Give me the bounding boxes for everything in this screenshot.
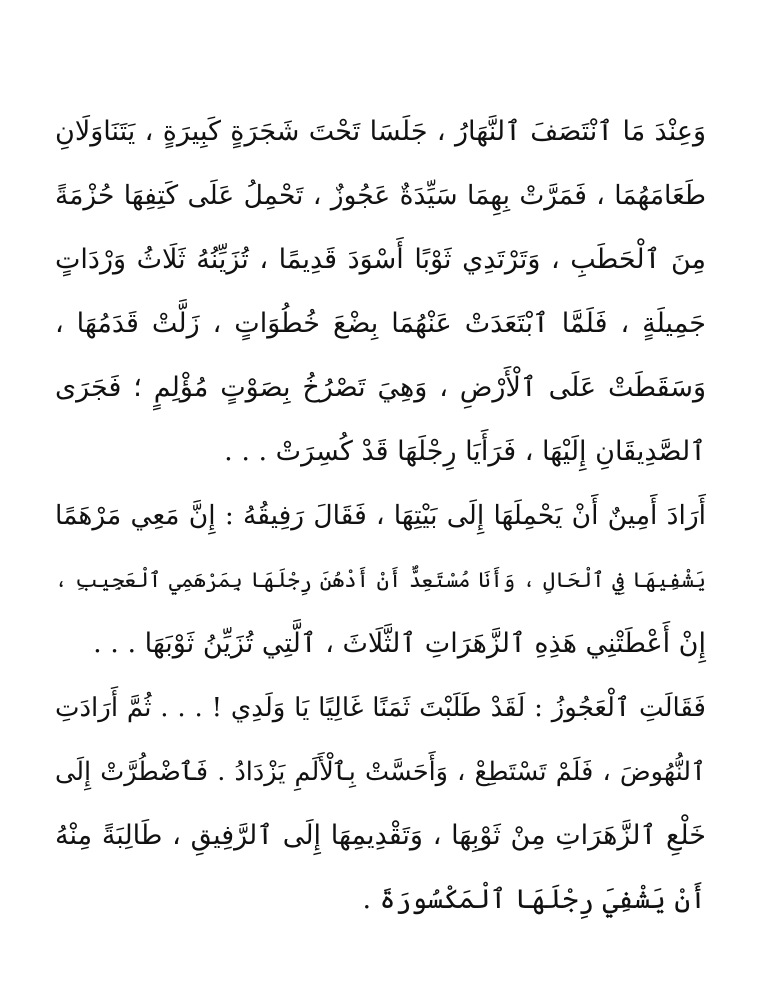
text-line: فَقَالَتِ ٱلْعَجُوزُ : لَقَدْ طَلَبْتَ ثَمَنًا غَالِيًا يَا وَلَدِي ! . . . ثُمَّ أَرَادَتِ — [55, 693, 706, 723]
paragraph-3 — [55, 676, 706, 932]
text-line: ٱلنُّهُوضَ ، فَلَمْ تَسْتَطِعْ ، وَأَحَسَّتْ بِٱلْأَلَمِ يَزْدَادُ . فَٱضْطُرَّتْ إِلَى — [55, 757, 706, 787]
text-line: ٱلصَّدِيقَانِ إِلَيْهَا ، فَرَأَيَا رِجْلَهَا قَدْ كُسِرَتْ . . . — [224, 436, 706, 467]
paragraph-2 — [55, 484, 706, 676]
text-line: مِنَ ٱلْحَطَبِ ، وَتَرْتَدِي ثَوْبًا أَسْوَدَ قَدِيمًا ، تُزَيِّنُهُ ثَلَاثُ وَرْدَاتٍ — [55, 244, 706, 275]
paragraph-1 — [55, 100, 706, 484]
text-line: يَشْفِيهَا فِي ٱلْحَالِ ، وَأَنَا مُسْتَعِدٌّ أَنْ أَدْهُنَ رِجْلَهَا بِمَرْهَمِي ٱلْعَجِيبِ ، — [55, 568, 706, 592]
text-line: خَلْعِ ٱلزَّهَرَاتِ مِنْ ثَوْبِهَا ، وَتَقْدِيمِهَا إِلَى ٱلرَّفِيقِ ، طَالِبَةً مِنْهُ — [55, 820, 706, 851]
text-line: وَسَقَطَتْ عَلَى ٱلْأَرْضِ ، وَهِيَ تَصْرُخُ بِصَوْتٍ مُؤْلِمٍ ؛ فَجَرَى — [55, 372, 706, 403]
text-line: أَنْ يَشْفِيَ رِجْلَهَا ٱلْمَكْسُورَةَ . — [362, 884, 706, 915]
story-text — [55, 100, 706, 932]
text-line: وَعِنْدَ مَا ٱنْتَصَفَ ٱلنَّهَارُ ، جَلَسَا تَحْتَ شَجَرَةٍ كَبِيرَةٍ ، يَتَنَاوَلَانِ — [55, 116, 706, 147]
text-line: إِنْ أَعْطَتْنِي هَذِهِ ٱلزَّهَرَاتِ ٱلثَّلَاثَ ، ٱلَّتِي تُزَيِّنُ ثَوْبَهَا . . . — [93, 628, 706, 659]
text-line: طَعَامَهُمَا ، فَمَرَّتْ بِهِمَا سَيِّدَةٌ عَجُوزٌ ، تَحْمِلُ عَلَى كَتِفِهَا حُزْمَةً — [55, 180, 706, 211]
text-line: أَرَادَ أَمِينٌ أَنْ يَحْمِلَهَا إِلَى بَيْتِهَا ، فَقَالَ رَفِيقُهُ : إِنَّ مَعِي مَرْهَمًا — [55, 500, 706, 531]
text-line: جَمِيلَةٍ ، فَلَمَّا ٱبْتَعَدَتْ عَنْهُمَا بِضْعَ خُطُوَاتٍ ، زَلَّتْ قَدَمُهَا ، — [55, 308, 706, 339]
